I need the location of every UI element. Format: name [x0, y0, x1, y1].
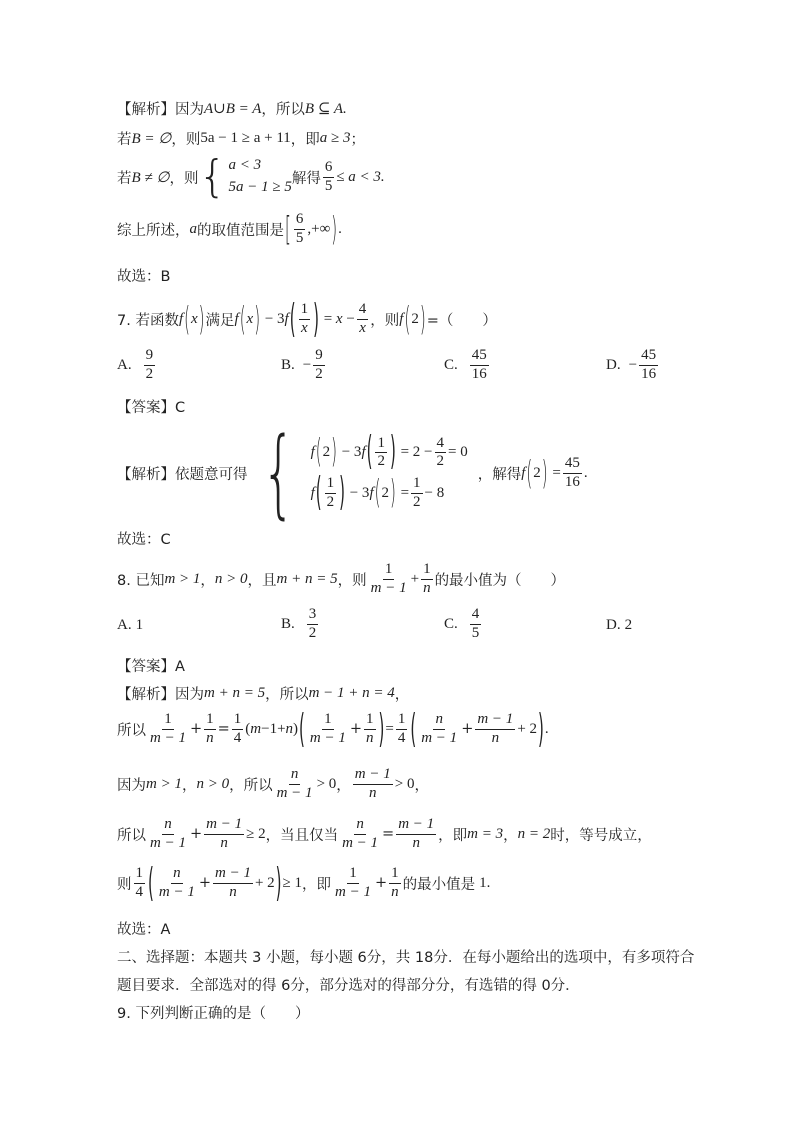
- math-expr: B ⊆ A.: [304, 101, 347, 117]
- paren: ): [313, 295, 319, 343]
- paren: (: [526, 453, 533, 493]
- text: ，且: [247, 572, 277, 589]
- paren: ): [541, 453, 548, 493]
- sign: −: [302, 356, 312, 373]
- math-expr: x: [246, 310, 254, 327]
- numerator: 3: [307, 607, 319, 625]
- math-expr: ≤ a < 3.: [336, 168, 385, 185]
- text: 若: [117, 132, 132, 148]
- denominator: 2: [308, 624, 317, 641]
- q8-solution-line-4: 所以 $\frac{n}{m - 1}$ + $\frac{m - 1}{n}$ ≥ 2 ，当且仅当 $\frac{n}{m - 1}$ = $\frac{m - 1}{n}$ ，即 m = 3 ， n = 2 时，等号成立，: [117, 816, 652, 851]
- math-expr: a: [189, 220, 197, 237]
- denominator: 16: [564, 473, 580, 490]
- q8-solution-line-2: 所以 $\frac{1}{m - 1}$ + $\frac{1}{n}$ = $\frac{1}{4}$ ( m −1+ n ) ( $\frac{1}{m - 1}$ + $\frac{1}{n}$ ) = $\frac{1}{4}$ ( $\frac{n}{m - 1}$ + $\frac{m - 1}{n}$ + 2 ) .: [117, 705, 549, 753]
- text: ，则: [337, 572, 367, 589]
- fraction: [323, 160, 335, 195]
- numerator: 6: [294, 212, 306, 230]
- text: 若: [117, 170, 132, 187]
- q8-stem: [117, 562, 565, 597]
- numerator: 45: [470, 348, 489, 366]
- q8-options: [117, 607, 677, 647]
- paren: ): [419, 299, 426, 340]
- q7-option-a[interactable]: [117, 348, 157, 383]
- math-expr: x: [332, 310, 343, 327]
- solution-label: 【解析】因为: [117, 687, 204, 703]
- paren: (: [404, 299, 411, 340]
- q7-stem: [117, 295, 497, 343]
- inequality-system: [228, 155, 291, 199]
- section-2-instructions-line-1: 二、选择题：本题共 3 小题，每小题 6分，共 18分．在每小题给出的选项中，有多项符合: [117, 950, 695, 966]
- option-label: B.: [281, 615, 295, 632]
- math-expr: =: [319, 310, 333, 327]
- math-expr: x: [190, 310, 198, 327]
- math-expr: 2: [533, 464, 541, 481]
- numerator: 9: [313, 348, 325, 366]
- solution-label: 【解析】依题意可得: [117, 466, 248, 483]
- math-expr: 5a − 1 ≥ 5: [228, 179, 292, 195]
- math-expr: m = 3: [467, 825, 504, 842]
- fraction: [294, 212, 306, 247]
- equation-1: f ( 2 ) − 3 f ( $\frac{1}{2}$ ) = 2 − $\frac{4}{2}$ = 0: [310, 427, 468, 475]
- left-bracket: [: [285, 209, 291, 250]
- q7-options: [117, 348, 677, 388]
- text: ，当且仅当: [265, 827, 339, 844]
- numerator: 45: [639, 348, 658, 366]
- numerator: 4: [357, 302, 369, 320]
- q8-option-c[interactable]: [444, 607, 483, 642]
- text: ；: [350, 132, 366, 148]
- text: 时，等号成立，: [550, 827, 652, 844]
- math-expr: −: [342, 310, 355, 327]
- text: 则: [117, 876, 132, 893]
- math-expr: B = ∅: [131, 131, 172, 147]
- numerator: 9: [144, 348, 156, 366]
- math-expr: − 3: [261, 310, 285, 327]
- text: ，: [181, 777, 197, 794]
- text: 的最小值为（ ）: [434, 572, 566, 589]
- fraction: [357, 302, 369, 337]
- option-label: D.: [606, 617, 621, 633]
- math-expr: f: [521, 464, 526, 481]
- math-expr: m − 1 + n = 4: [308, 685, 395, 701]
- math-expr: ,+∞: [307, 220, 331, 237]
- math-expr: f: [399, 310, 404, 327]
- option-label: C.: [444, 615, 458, 632]
- text: ，则: [169, 170, 199, 187]
- text: ，所以: [261, 102, 305, 118]
- denominator: x: [359, 319, 366, 336]
- solution-label: 【解析】因为: [117, 102, 204, 118]
- text: 所以: [117, 722, 146, 739]
- q8-conclusion: 故选：A: [117, 922, 171, 938]
- paren: (: [184, 299, 190, 340]
- period: .: [338, 220, 342, 237]
- option-label: C.: [444, 356, 458, 373]
- numerator: 6: [323, 160, 335, 178]
- text: ，则: [370, 312, 400, 329]
- denominator: 16: [471, 365, 487, 382]
- math-expr: a < 3: [228, 157, 262, 174]
- fraction: [563, 456, 582, 491]
- math-expr: m + n = 5: [204, 685, 266, 701]
- sign: −: [628, 356, 638, 373]
- fraction: [470, 348, 489, 383]
- paren: ): [198, 299, 205, 340]
- q8-solution-line-1: [117, 683, 409, 704]
- period: .: [583, 464, 588, 481]
- math-expr: 5a − 1 ≥ a + 11: [200, 130, 291, 146]
- text: 满足: [205, 312, 235, 329]
- fraction: $\frac{1}{m - 1}$: [370, 561, 407, 596]
- math-expr: f: [234, 310, 239, 327]
- text: 8. 已知: [117, 572, 165, 589]
- q7-option-d[interactable]: [606, 348, 660, 383]
- option-label: B.: [281, 356, 295, 373]
- math-expr: m + n = 5: [276, 570, 338, 587]
- text: 解得: [291, 170, 321, 187]
- text: ，所以: [229, 777, 273, 794]
- q7-answer: 【答案】C: [117, 400, 186, 416]
- plus: +: [410, 570, 420, 587]
- denominator: 5: [471, 624, 480, 641]
- fraction: [639, 348, 658, 383]
- text: 7. 若函数: [117, 312, 179, 329]
- q6-conclusion: 故选：B: [117, 269, 171, 285]
- denominator: x: [300, 319, 308, 336]
- math-expr: =: [548, 464, 561, 481]
- q7-conclusion: 故选：C: [117, 532, 171, 548]
- text: ，: [200, 572, 215, 589]
- equation-system: [310, 427, 468, 515]
- fraction: $\frac{1}{n}$: [423, 561, 431, 596]
- paren: ): [254, 299, 261, 340]
- math-expr: 1.: [479, 874, 491, 891]
- text: 所以: [117, 827, 146, 844]
- math-expr: n > 0: [196, 775, 230, 792]
- paren: (: [289, 295, 296, 343]
- text: ，: [394, 687, 410, 703]
- q7-solution: [117, 417, 588, 529]
- text: ，即: [302, 876, 332, 893]
- numerator: 45: [563, 456, 582, 474]
- q8-option-a[interactable]: [117, 617, 143, 634]
- text: ，所以: [265, 687, 309, 703]
- equation-2: f ( $\frac{1}{2}$ ) − 3 f ( 2 ) = $\frac{1}{2}$ − 8: [310, 467, 445, 515]
- math-expr: B ≠ ∅: [131, 169, 170, 186]
- option-label: D.: [606, 356, 621, 373]
- math-expr: f: [178, 310, 184, 327]
- section-2-instructions-line-2: 题目要求．全部选对的得 6分，部分选对的得部分分，有选错的得 0分．: [117, 978, 580, 994]
- math-expr: m > 1: [164, 570, 201, 587]
- numerator: 4: [470, 607, 482, 625]
- text: 综上所述，: [117, 222, 190, 239]
- option-value: 2: [624, 617, 633, 633]
- fraction: [299, 302, 311, 337]
- text: ，则: [171, 132, 201, 148]
- q6-solution-line-3: [117, 151, 385, 202]
- math-expr: m > 1: [146, 775, 182, 792]
- q8-solution-line-5: 则 $\frac{1}{4}$ ( $\frac{n}{m - 1}$ + $\frac{m - 1}{n}$ + 2 ) ≥ 1 ，即 $\frac{1}{m - 1}$ + $\frac{1}{n}$ 的最小值是 1.: [117, 859, 491, 907]
- q7-option-b[interactable]: [281, 348, 327, 383]
- fraction: [144, 348, 156, 383]
- numerator: 1: [299, 302, 311, 320]
- math-expr: n > 0: [214, 570, 248, 587]
- math-expr: f: [284, 310, 289, 327]
- text: ，即: [290, 132, 320, 148]
- text: 的最小值是: [402, 876, 476, 893]
- math-expr: a ≥ 3: [319, 130, 351, 146]
- fraction: [470, 607, 482, 642]
- q7-option-c[interactable]: [444, 348, 491, 383]
- math-expr: A∪B = A: [204, 101, 262, 117]
- text: ，解得: [477, 466, 522, 483]
- math-expr: n = 2: [517, 825, 551, 842]
- right-paren: ): [331, 209, 338, 250]
- q8-answer: 【答案】A: [117, 659, 185, 675]
- denominator: 2: [315, 365, 323, 382]
- denominator: 16: [641, 365, 657, 382]
- option-value: 1: [135, 617, 144, 633]
- q8-option-d[interactable]: [606, 617, 632, 634]
- q8-solution-line-3: 因为 m > 1 ， n > 0 ，所以 $\frac{n}{m - 1}$ > 0 ， $\frac{m - 1}{n}$ > 0 ，: [117, 766, 429, 801]
- text: 的取值范围是: [197, 222, 284, 239]
- option-label: A.: [117, 617, 132, 633]
- option-label: A.: [117, 356, 132, 373]
- denominator: 5: [324, 177, 333, 194]
- q6-solution-line-2: [117, 128, 365, 149]
- math-expr: 2: [411, 310, 419, 327]
- left-brace: {: [198, 151, 227, 202]
- denominator: 5: [295, 229, 304, 246]
- q8-option-b[interactable]: [281, 607, 320, 642]
- denominator: 2: [145, 365, 154, 382]
- paren: (: [239, 299, 246, 340]
- text: 因为: [117, 777, 146, 794]
- left-brace: {: [261, 417, 295, 529]
- fraction: [307, 607, 319, 642]
- fraction: [313, 348, 325, 383]
- q6-solution-line-4: [117, 209, 342, 250]
- q6-solution-line-1: [117, 98, 347, 119]
- text: ，即: [438, 827, 468, 844]
- text: =（ ）: [426, 312, 497, 329]
- q9-stem: 9. 下列判断正确的是（ ）: [117, 1006, 310, 1022]
